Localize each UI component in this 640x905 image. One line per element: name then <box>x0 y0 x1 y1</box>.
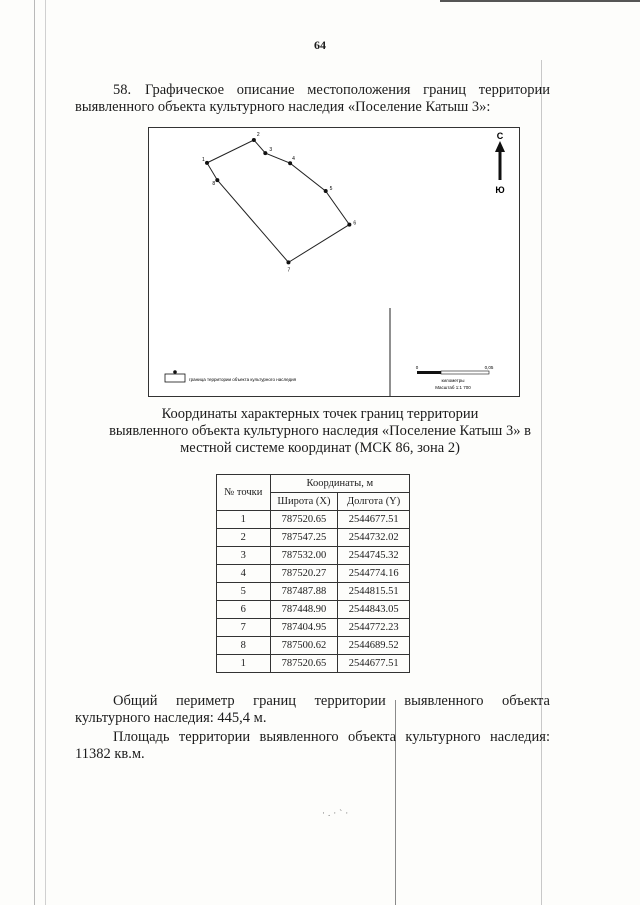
table-row <box>217 529 410 547</box>
vertex-label: 5 <box>329 186 333 193</box>
scale-bar <box>416 365 494 390</box>
cell-point: 1 <box>217 655 271 673</box>
vertex-label: 6 <box>353 220 357 227</box>
cell-x: 787520.27 <box>270 565 338 583</box>
boundary-line <box>207 140 349 262</box>
cell-point: 4 <box>217 565 271 583</box>
cell-point: 3 <box>217 547 271 565</box>
table-row <box>217 511 410 529</box>
vertex-label: 3 <box>269 147 273 154</box>
cell-y: 2544732.02 <box>338 529 410 547</box>
header-coordinates: Координаты, м <box>270 475 409 493</box>
boundary-polygon <box>202 132 356 273</box>
scale-ratio: Масштаб 1:1 700 <box>435 385 471 390</box>
cell-x: 787500.62 <box>270 637 338 655</box>
cell-x: 787547.25 <box>270 529 338 547</box>
legend-point-icon <box>173 370 177 374</box>
scan-smudge: ·.·`· <box>322 808 352 818</box>
scale-start: 0 <box>415 365 419 370</box>
boundary-vertex <box>215 178 219 182</box>
table-row <box>217 601 410 619</box>
area-paragraph <box>75 729 550 763</box>
section-heading-text: Графическое описание местоположения границ территории выявленного объекта культурного наследия «Поселение Катыш 3»: <box>75 82 550 115</box>
vertex-label: 2 <box>256 132 260 138</box>
header-longitude: Долгота (Y) <box>338 493 410 511</box>
scale-end: 0,05 <box>484 365 494 370</box>
area-text: Площадь территории выявленного объекта культурного наследия: 11382 кв.м. <box>75 729 550 762</box>
table-row <box>217 565 410 583</box>
perimeter-text: Общий периметр границ территории выявленного объекта культурного наследия: 445,4 м. <box>75 693 550 726</box>
north-arrow <box>495 131 505 195</box>
boundary-map-drawing <box>149 128 519 396</box>
cell-y: 2544745.32 <box>338 547 410 565</box>
table-row <box>217 583 410 601</box>
vertex-label: 4 <box>292 156 295 163</box>
cell-y: 2544815.51 <box>338 583 410 601</box>
map-legend <box>165 370 297 382</box>
cell-y: 2544677.51 <box>338 655 410 673</box>
cell-x: 787520.65 <box>270 655 338 673</box>
cell-point: 2 <box>217 529 271 547</box>
boundary-vertex <box>263 151 267 155</box>
scan-edge-left <box>34 0 35 905</box>
table-caption <box>70 406 570 457</box>
cell-y: 2544772.23 <box>338 619 410 637</box>
cell-x: 787520.65 <box>270 511 338 529</box>
coordinates-table <box>216 474 410 673</box>
section-number: 58. <box>113 82 132 98</box>
cell-point: 5 <box>217 583 271 601</box>
cell-y: 2544677.51 <box>338 511 410 529</box>
vertex-label: 7 <box>287 267 291 274</box>
scan-edge-left-inner <box>45 0 46 905</box>
page-number: 64 <box>314 38 326 52</box>
cell-point: 1 <box>217 511 271 529</box>
south-label: Ю <box>495 185 505 195</box>
cell-point: 8 <box>217 637 271 655</box>
caption-line-2: выявленного объекта культурного наследия «Поселение Катыш 3» в <box>109 423 531 439</box>
cell-y: 2544774.16 <box>338 565 410 583</box>
boundary-vertex <box>286 260 290 264</box>
cell-y: 2544689.52 <box>338 637 410 655</box>
cell-point: 7 <box>217 619 271 637</box>
scan-top-edge <box>440 0 640 2</box>
boundary-vertex <box>324 189 328 193</box>
vertex-label: 1 <box>202 156 205 163</box>
scale-unit: километры <box>441 378 465 383</box>
table-row <box>217 655 410 673</box>
boundary-vertex <box>252 138 256 142</box>
section-heading <box>75 82 550 116</box>
table-row <box>217 619 410 637</box>
vertex-label: 8 <box>212 181 216 188</box>
header-latitude: Широта (X) <box>270 493 338 511</box>
scan-edge-right <box>541 60 542 905</box>
perimeter-paragraph <box>75 693 550 727</box>
boundary-map <box>148 127 520 397</box>
cell-point: 6 <box>217 601 271 619</box>
table-row <box>217 547 410 565</box>
boundary-vertex <box>205 161 209 165</box>
caption-line-1: Координаты характерных точек границ территории <box>161 406 479 422</box>
cell-x: 787404.95 <box>270 619 338 637</box>
table-row <box>217 637 410 655</box>
cell-y: 2544843.05 <box>338 601 410 619</box>
legend-swatch <box>165 374 185 382</box>
legend-label: граница территории объекта культурного наследия <box>189 377 297 382</box>
header-point-number: № точки <box>217 475 271 511</box>
boundary-vertex <box>347 223 351 227</box>
cell-x: 787532.00 <box>270 547 338 565</box>
cell-x: 787448.90 <box>270 601 338 619</box>
north-label: С <box>496 131 504 141</box>
cell-x: 787487.88 <box>270 583 338 601</box>
caption-line-3: местной системе координат (МСК 86, зона 2) <box>180 440 460 456</box>
